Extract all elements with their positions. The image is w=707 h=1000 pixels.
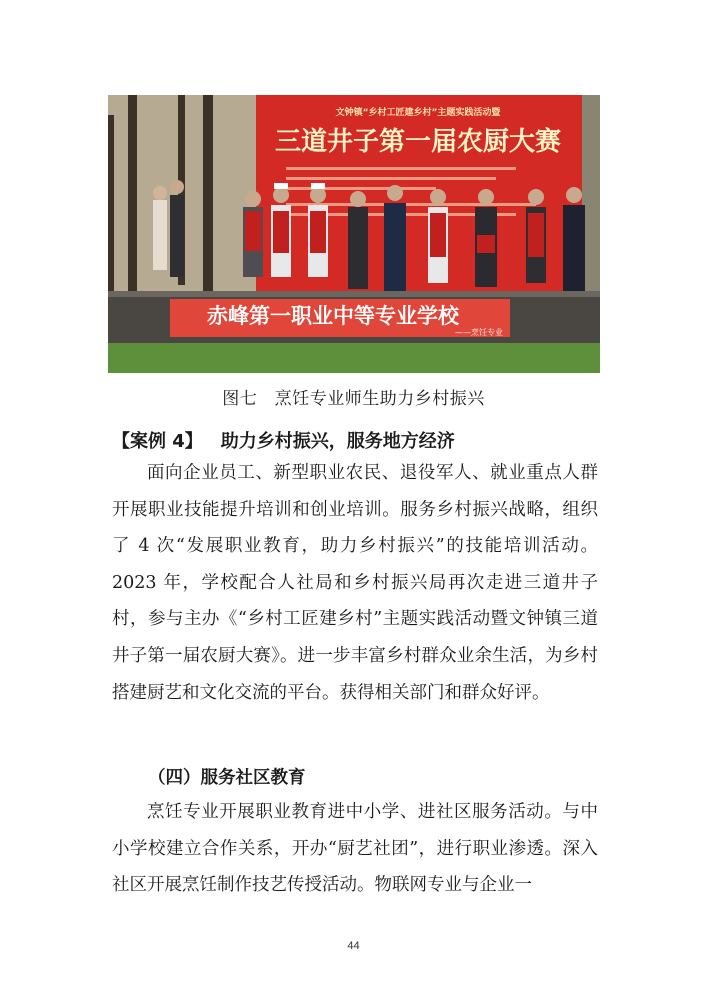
stage-banner-text: 赤峰第一职业中等专业学校 <box>207 304 459 328</box>
figure-caption: 图七 烹饪专业师生助力乡村振兴 <box>222 389 485 409</box>
event-photo <box>108 95 600 373</box>
section-paragraph: 烹饪专业开展职业教育进中小学、进社区服务活动。与中小学校建立合作关系，开办“厨艺社团”，进行职业渗透。深入社区开展烹饪制作技艺传授活动。物联网专业与企业一 <box>112 802 598 896</box>
backdrop-title: 三道井子第一届农厨大赛 <box>274 127 562 157</box>
case-heading <box>112 427 455 453</box>
stage-banner-sub: ——烹饪专业 <box>455 328 503 337</box>
grass <box>108 343 600 373</box>
backdrop-subtitle: 文钟镇“乡村工匠建乡村”主题实践活动暨 <box>335 108 501 118</box>
case-label: 【案例 4】 <box>112 431 203 452</box>
page-number: 44 <box>347 940 360 952</box>
case-paragraph: 面向企业员工、新型职业农民、退役军人、就业重点人群开展职业技能提升培训和创业培训。服务乡村振兴战略，组织了 4 次“发展职业教育，助力乡村振兴”的技能培训活动。2023 年，学校配合人社局和乡村振兴局再次走进三道井子村，参与主办《“乡村工匠建乡村”主题实践活动暨文钟镇三道井子第一届农厨大赛》。进一步丰富乡村群众业余生活，为乡村搭建厨艺和文化交流的平台。获得相关部门和群众好评。 <box>112 463 598 703</box>
case-title: 助力乡村振兴，服务地方经济 <box>220 431 455 452</box>
section-heading: （四）服务社区教育 <box>148 768 306 788</box>
